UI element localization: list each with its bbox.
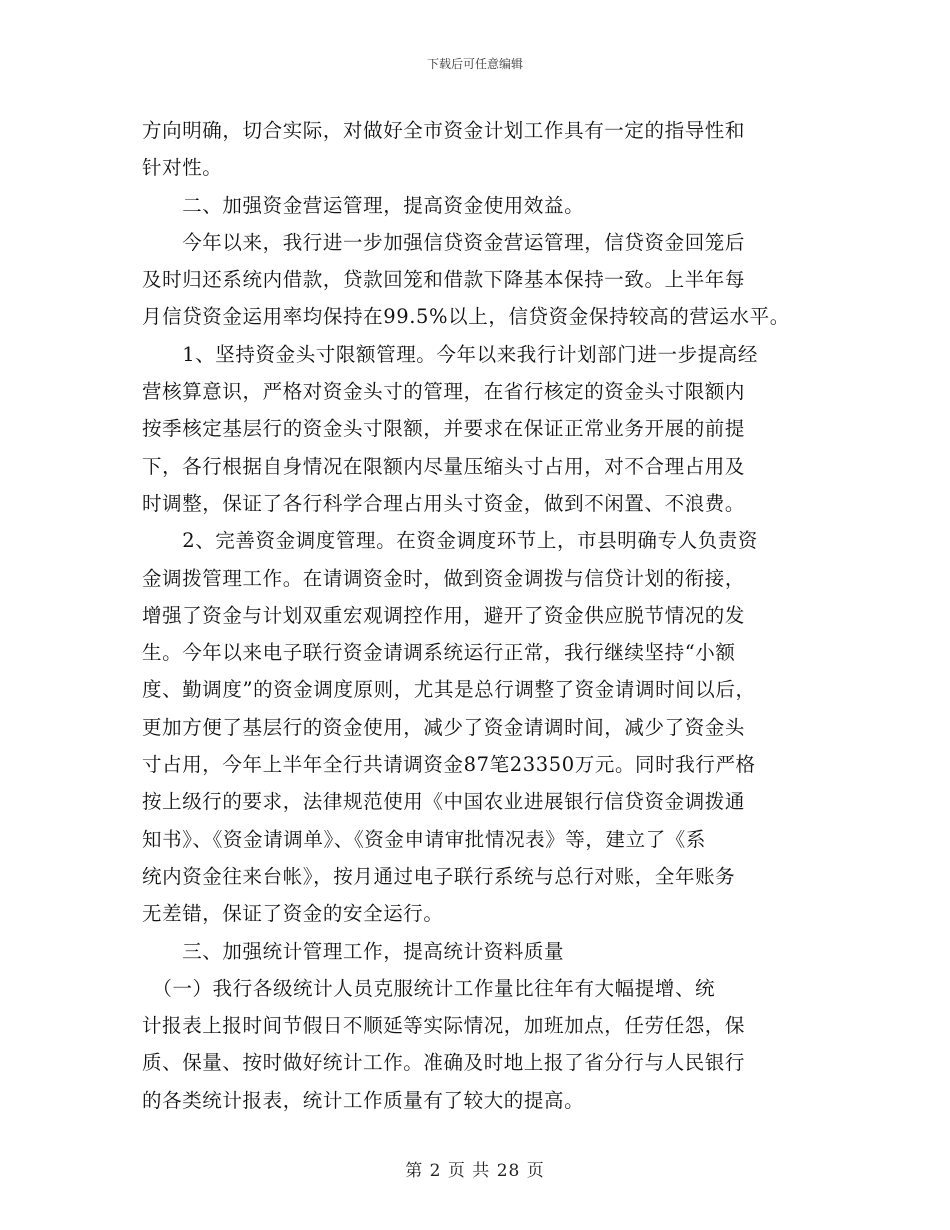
document-body	[142, 112, 832, 1119]
text-line: 更加方便了基层行的资金使用，减少了资金请调时间，减少了资金头	[142, 715, 746, 739]
text-line: 月信贷资金运用率均保持在99.5%以上，信贷资金保持较高的营运水平。	[142, 305, 790, 329]
text-line: 按季核定基层行的资金头寸限额，并要求在保证正常业务开展的前提	[142, 417, 746, 441]
page-header: 下载后可任意编辑	[426, 57, 523, 71]
text-line: 及时归还系统内借款，贷款回笼和借款下降基本保持一致。上半年每	[142, 268, 746, 292]
text-line: 增强了资金与计划双重宏观调控作用，避开了资金供应脱节情况的发	[142, 603, 746, 627]
text-line: 生。今年以来电子联行资金请调系统运行正常，我行继续坚持“小额	[142, 641, 736, 665]
text-line: 1、坚持资金头寸限额管理。今年以来我行计划部门进一步提高经	[142, 342, 759, 366]
text-line: 度、勤调度”的资金调度原则，尤其是总行调整了资金请调时间以后，	[142, 678, 756, 702]
page-number: 第 2 页 共 28 页	[405, 1161, 545, 1181]
text-line: 质、保量、按时做好统计工作。准确及时地上报了省分行与人民银行	[142, 1051, 746, 1075]
text-line: 下，各行根据自身情况在限额内尽量压缩头寸占用，对不合理占用及	[142, 454, 746, 478]
text-line: 营核算意识，严格对资金头寸的管理，在省行核定的资金头寸限额内	[142, 380, 746, 404]
text-line: 针对性。	[142, 156, 223, 180]
text-line: 2、完善资金调度管理。在资金调度环节上，市县明确专人负责资	[142, 529, 759, 553]
text-line: 时调整，保证了各行科学合理占用头寸资金，做到不闲置、不浪费。	[142, 491, 746, 515]
section-heading: 二、加强资金营运管理，提高资金使用效益。	[142, 193, 585, 217]
section-heading: 三、加强统计管理工作，提高统计资料质量	[142, 939, 565, 963]
text-line: 统内资金往来台帐》，按月通过电子联行系统与总行对账，全年账务	[142, 864, 736, 888]
text-line: 的各类统计报表，统计工作质量有了较大的提高。	[142, 1088, 585, 1112]
text-line: 金调拨管理工作。在请调资金时，做到资金调拨与信贷计划的衔接，	[142, 566, 746, 590]
text-line: 今年以来，我行进一步加强信贷资金营运管理，信贷资金回笼后	[142, 230, 746, 254]
text-line: 寸占用，今年上半年全行共请调资金87笔23350万元。同时我行严格	[142, 753, 756, 777]
text-line: 方向明确，切合实际，对做好全市资金计划工作具有一定的指导性和	[142, 119, 746, 142]
text-line: 计报表上报时间节假日不顺延等实际情况，加班加点，任劳任怨，保	[142, 1014, 746, 1038]
text-line: 知书》、《资金请调单》、《资金申请审批情况表》等，建立了《系	[142, 827, 707, 851]
text-line: 无差错，保证了资金的安全运行。	[142, 902, 444, 926]
text-line: 按上级行的要求，法律规范使用《中国农业进展银行信贷资金调拨通	[142, 790, 746, 814]
text-line: （一）我行各级统计人员克服统计工作量比往年有大幅提增、统	[142, 976, 716, 1000]
